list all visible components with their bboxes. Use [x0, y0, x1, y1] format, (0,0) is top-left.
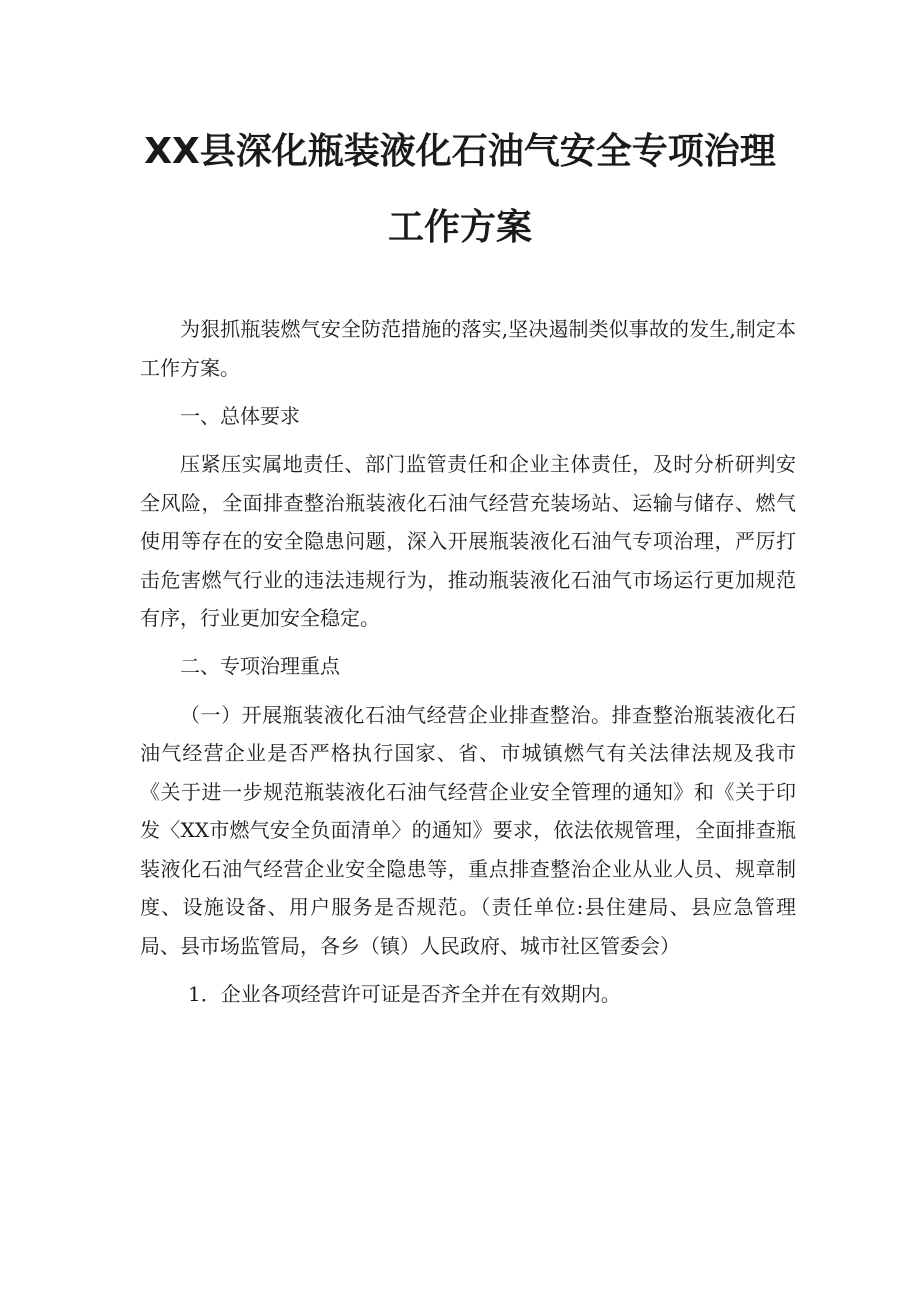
list-item-1: 1．企业各项经营许可证是否齐全并在有效期内。	[188, 981, 621, 1006]
section-heading-governance-focus: 二、专项治理重点	[180, 654, 340, 678]
document-title-line-2: 工作方案	[387, 207, 532, 248]
section-heading-general-requirements: 一、总体要求	[180, 403, 300, 428]
document-body	[140, 310, 796, 1023]
enterprise-inspection-paragraph: （一）开展瓶装液化石油气经营企业排查整治。排查整治瓶装液化石油气经营企业是否严格执行国家、省、市城镇燃气有关法律法规及我市《关于进一步规范瓶装液化石油气经营企业安全管理的通知》和《关于印发〈XX市燃气安全负面清单〉的通知》要求，依法依规管理，全面排查瓶装液化石油气经营企业安全隐患等，重点排查整治企业从业人员、规章制度、设施设备、用户服务是否规范。（责任单位:县住建局、县应急管理局、县市场监管局，各乡（镇）人民政府、城市社区管委会）	[140, 702, 796, 958]
document-title-line-1: XX县深化瓶装液化石油气安全专项治理	[144, 131, 776, 172]
general-requirements-paragraph: 压紧压实属地责任、部门监管责任和企业主体责任，及时分析研判安全风险，全面排查整治瓶装液化石油气经营充装场站、运输与储存、燃气使用等存在的安全隐患问题，深入开展瓶装液化石油气专项治理，严厉打击危害燃气行业的违法违规行为，推动瓶装液化石油气市场运行更加规范有序，行业更加安全稳定。	[140, 452, 796, 630]
intro-paragraph: 为狠抓瓶装燃气安全防范措施的落实,坚决遏制类似事故的发生,制定本工作方案。	[140, 317, 796, 380]
